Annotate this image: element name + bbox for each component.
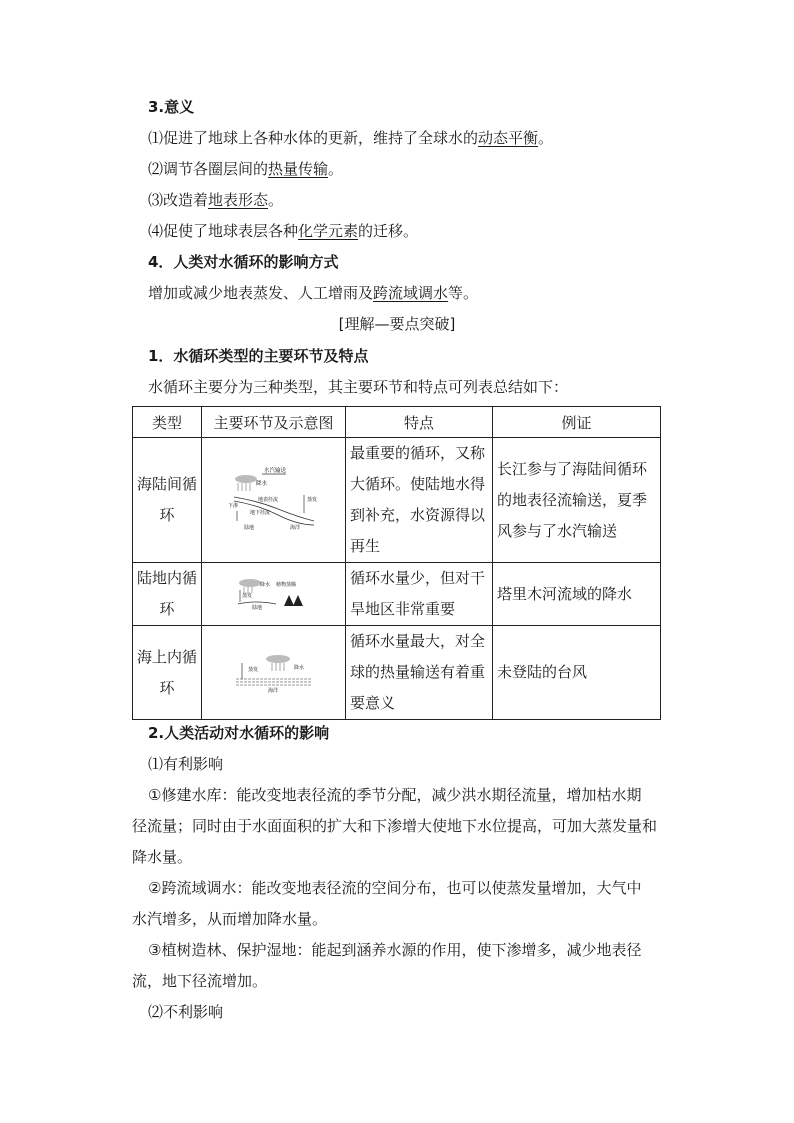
diagram-cell (202, 438, 346, 563)
item-1-line-3: 降水量。 (132, 848, 193, 866)
table-row (133, 626, 661, 720)
row-feature: 循环水量少，但对干旱地区非常重要 (346, 563, 493, 626)
svg-text:降水: 降水 (255, 481, 267, 487)
item-2-line-2: 水汽增多，从而增加降水量。 (132, 910, 328, 928)
row-example: 塔里木河流域的降水 (493, 563, 661, 626)
header-example: 例证 (493, 407, 661, 438)
human-influence-line: 增加或减少地表蒸发、人工增雨及跨流域调水等。 (148, 284, 479, 302)
item-1-line-2: 径流量；同时由于水面面积的扩大和下渗增大使地下水位提高，可加大蒸发量和 (132, 817, 658, 835)
land-cycle-diagram (236, 576, 312, 612)
row-type: 海陆间循环 (133, 438, 202, 563)
header-diagram: 主要环节及示意图 (202, 407, 346, 438)
unfavorable-heading: ⑵不利影响 (148, 1003, 224, 1021)
svg-text:陆地: 陆地 (251, 605, 262, 611)
table-header-row (133, 407, 661, 438)
svg-text:地下径流: 地下径流 (249, 510, 270, 516)
significance-line-4: ⑷促使了地球表层各种化学元素的迁移。 (148, 222, 419, 240)
row-type: 陆地内循环 (133, 563, 202, 626)
significance-line-1: ⑴促进了地球上各种水体的更新，维持了全球水的动态平衡。 (148, 129, 554, 147)
svg-text:蒸发: 蒸发 (306, 497, 317, 503)
item-3-line-2: 流，地下径流增加。 (132, 972, 268, 990)
diagram-cell (202, 563, 346, 626)
svg-text:降水: 降水 (293, 664, 304, 671)
section-3-title: 3.意义 (148, 98, 195, 116)
svg-text:海洋: 海洋 (267, 687, 278, 693)
svg-text:水汽输送: 水汽输送 (263, 468, 286, 474)
significance-line-3: ⑶改造着地表形态。 (148, 191, 284, 209)
row-example: 长江参与了海陆间循环的地表径流输送，夏季风参与了水汽输送 (493, 438, 661, 563)
item-3-line-1: ③植树造林、保护湿地：能起到涵养水源的作用，使下渗增多，减少地表径 (148, 941, 642, 959)
water-cycle-table (132, 406, 661, 720)
svg-text:蒸发: 蒸发 (241, 593, 252, 599)
svg-text:海洋: 海洋 (289, 525, 300, 531)
sea-land-cycle-diagram (228, 465, 320, 535)
item-2-line-1: ②跨流域调水：能改变地表径流的空间分布，也可以使蒸发量增加，大气中 (148, 879, 642, 897)
center-heading: [理解—要点突破] (338, 315, 456, 333)
item-1-line-1: ①修建水库：能改变地表径流的季节分配，减少洪水期径流量，增加枯水期 (148, 786, 642, 804)
svg-text:蒸发: 蒸发 (247, 666, 258, 673)
section-4-title: 4．人类对水循环的影响方式 (148, 253, 339, 271)
header-feature: 特点 (346, 407, 493, 438)
svg-text:下渗: 下渗 (227, 503, 238, 509)
significance-line-2: ⑵调节各圈层间的热量传输。 (148, 160, 344, 178)
row-feature: 最重要的循环，又称大循环。使陆地水得到补充，水资源得以再生 (346, 438, 493, 563)
point-1-title: 1．水循环类型的主要环节及特点 (148, 347, 369, 365)
row-example: 未登陆的台风 (493, 626, 661, 720)
svg-text:地表径流: 地表径流 (257, 497, 278, 503)
svg-text:植物蒸腾: 植物蒸腾 (275, 582, 296, 588)
table-row (133, 438, 661, 563)
table-row (133, 563, 661, 626)
point-1-intro: 水循环主要分为三种类型，其主要环节和特点可列表总结如下： (148, 378, 569, 396)
point-2-title: 2.人类活动对水循环的影响 (148, 724, 330, 742)
svg-text:陆地: 陆地 (243, 525, 254, 531)
sea-cycle-diagram (234, 653, 314, 693)
row-feature: 循环水量最大，对全球的热量输送有着重要意义 (346, 626, 493, 720)
row-type: 海上内循环 (133, 626, 202, 720)
diagram-cell (202, 626, 346, 720)
header-type: 类型 (133, 407, 202, 438)
svg-text:降水: 降水 (259, 582, 270, 588)
favorable-heading: ⑴有利影响 (148, 755, 224, 773)
